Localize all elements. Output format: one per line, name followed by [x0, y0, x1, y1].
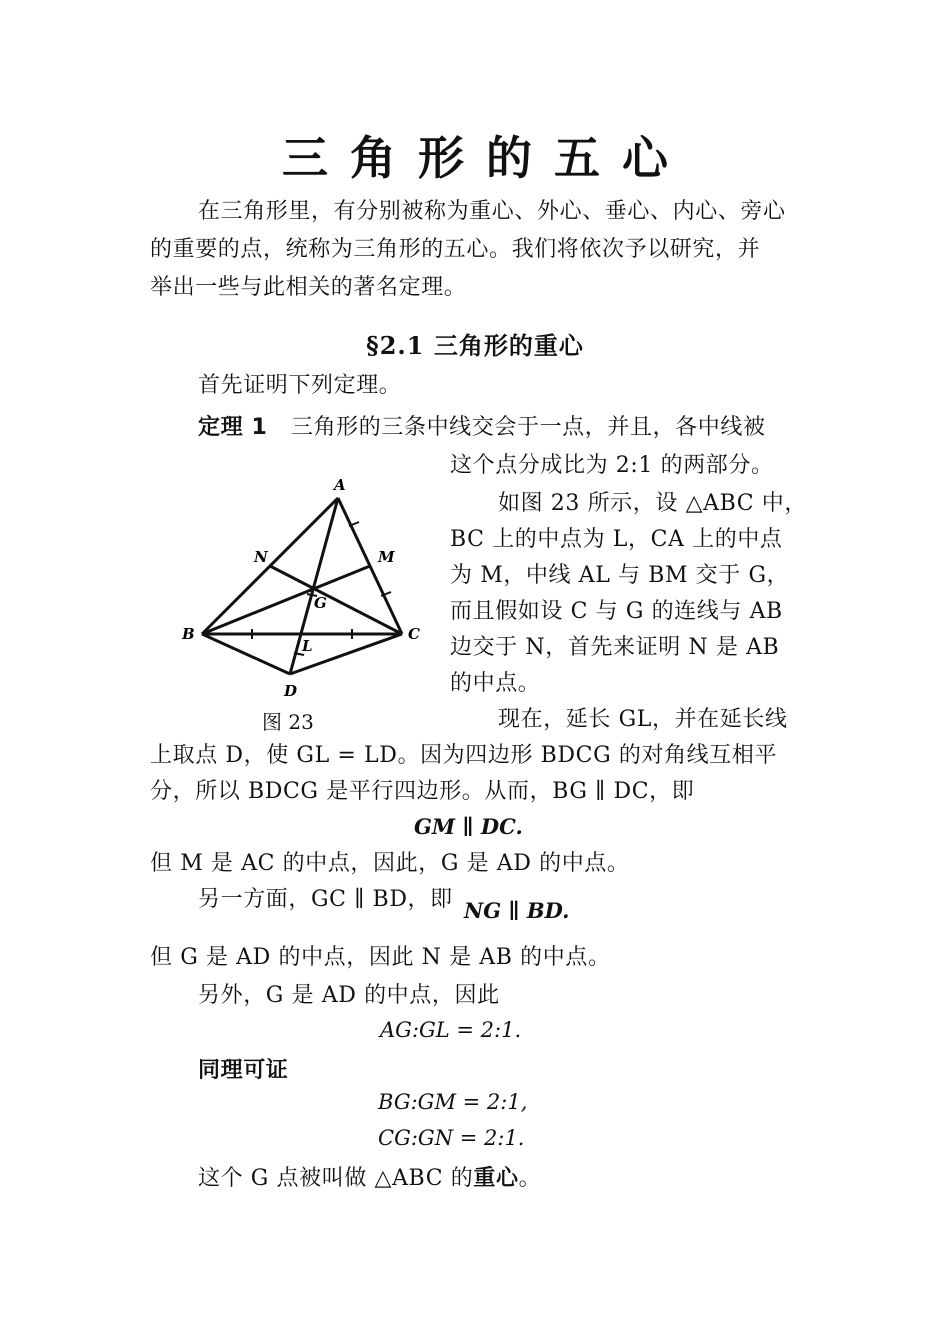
right-line-5: 边交于 N，首先来证明 N 是 AB — [450, 635, 780, 660]
formula-gm-dc: GM ∥ DC. — [414, 814, 523, 839]
conclusion-line — [198, 1164, 541, 1193]
conclusion-prefix: 这个 G 点被叫做 △ABC 的 — [198, 1166, 474, 1191]
body-line-2: 分，所以 BDCG 是平行四边形。从而，BG ∥ DC，即 — [150, 779, 695, 804]
label-c: C — [408, 625, 420, 643]
theorem-line-1 — [198, 414, 766, 442]
intro-line-2: 的重要的点，统称为三角形的五心。我们将依次予以研究，并 — [150, 237, 761, 262]
theorem-label: 定理 1 — [198, 415, 268, 440]
label-n: N — [254, 548, 268, 566]
label-g: G — [314, 594, 327, 612]
intro-line-3: 举出一些与此相关的著名定理。 — [150, 275, 467, 300]
segment-bd — [202, 634, 290, 674]
figure-caption: 图 23 — [262, 710, 314, 734]
lead-text: 首先证明下列定理。 — [198, 373, 402, 398]
line-after-formula-1: 但 M 是 AC 的中点，因此，G 是 AD 的中点。 — [150, 851, 630, 876]
right-line-6: 的中点。 — [450, 671, 541, 696]
conclusion-suffix: 。 — [518, 1166, 542, 1191]
section-heading: §2.1 三角形的重心 — [366, 331, 584, 360]
theorem-line-2: 这个点分成比为 2:1 的两部分。 — [450, 453, 774, 478]
body-line-1: 上取点 D，使 GL = LD。因为四边形 BDCG 的对角线互相平 — [150, 743, 778, 768]
other-side-text: 另一方面，GC ∥ BD，即 — [198, 887, 453, 912]
figure-23 — [170, 470, 440, 710]
intro-line-1: 在三角形里，有分别被称为重心、外心、垂心、内心、旁心 — [198, 199, 786, 224]
right-line-7: 现在，延长 GL，并在延长线 — [498, 707, 788, 732]
line-after-formula-2: 但 G 是 AD 的中点，因此 N 是 AB 的中点。 — [150, 945, 611, 970]
formula-ng-bd: NG ∥ BD. — [464, 898, 570, 923]
label-d: D — [284, 682, 298, 700]
label-b: B — [182, 625, 195, 643]
right-line-4: 而且假如设 C 与 G 的连线与 AB — [450, 599, 783, 624]
median-ad — [290, 498, 338, 674]
median-bm — [202, 566, 370, 634]
conclusion-term: 重心 — [473, 1165, 519, 1191]
right-line-2: BC 上的中点为 L，CA 上的中点 — [450, 527, 783, 552]
formula-ag-gl: AG:GL = 2:1. — [380, 1018, 522, 1042]
label-a: A — [334, 476, 346, 494]
theorem-text-1: 三角形的三条中线交会于一点，并且，各中线被 — [290, 415, 766, 440]
label-l: L — [302, 637, 313, 655]
label-m: M — [378, 548, 395, 566]
right-line-1: 如图 23 所示，设 △ABC 中， — [498, 491, 807, 516]
page-title: 三角形的五心 — [282, 131, 690, 185]
line-also: 另外，G 是 AD 的中点，因此 — [198, 983, 500, 1008]
formula-bg-gm: BG:GM = 2:1, — [378, 1090, 528, 1114]
formula-cg-gn: CG:GN = 2:1. — [378, 1126, 525, 1150]
right-line-3: 为 M，中线 AL 与 BM 交于 G， — [450, 563, 790, 588]
similarly-text: 同理可证 — [198, 1057, 289, 1083]
